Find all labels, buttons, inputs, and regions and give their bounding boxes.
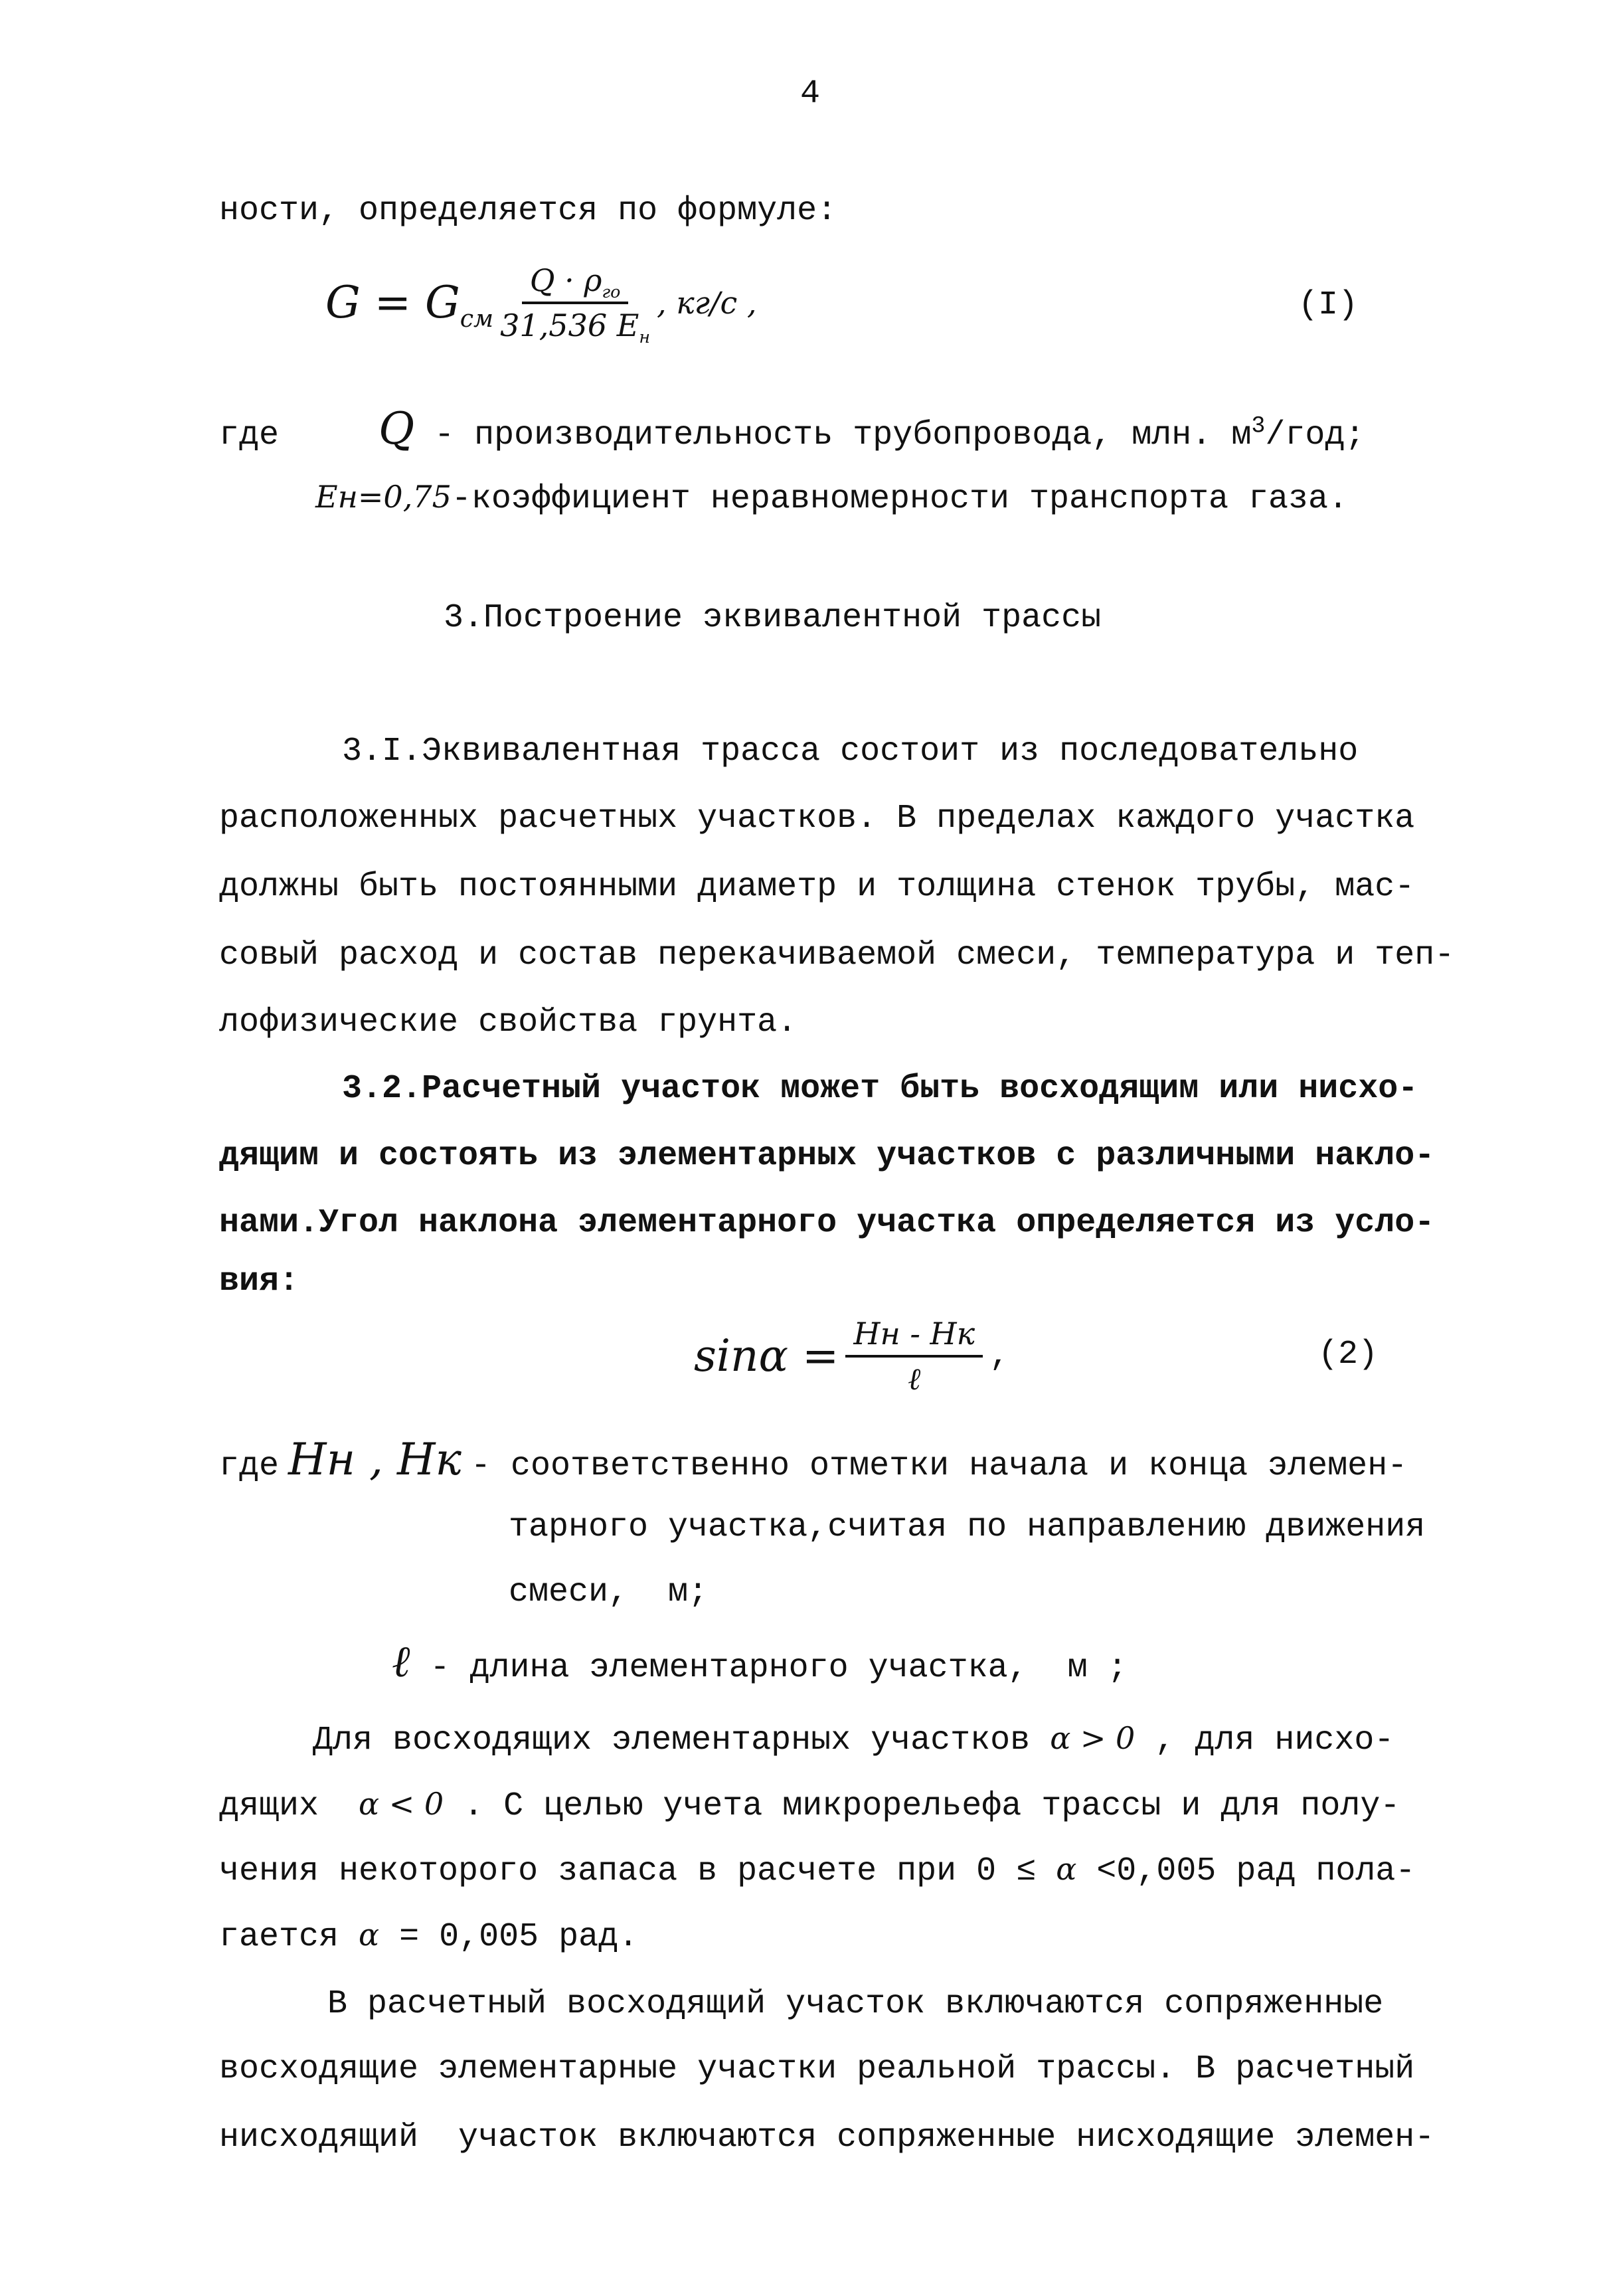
formula-unit: , кг/с , xyxy=(656,285,757,321)
text: -коэффициент неравномерности транспорта газа. xyxy=(451,480,1349,518)
text: <0,005 рад пола- xyxy=(1076,1852,1416,1890)
equation-number: (2) xyxy=(1318,1336,1379,1373)
symbol: α < 0 xyxy=(359,1786,444,1822)
text-line xyxy=(219,1915,638,1957)
formula-sub: н xyxy=(639,327,650,347)
text: - производительность трубопровода, млн. м xyxy=(414,416,1252,454)
text-line: лофизические свойства грунта. xyxy=(219,1004,798,1041)
denominator: ℓ xyxy=(908,1361,921,1397)
definition-line xyxy=(315,477,1348,519)
text-line: 3.I.Эквивалентная трасса состоит из последовательно xyxy=(342,733,1359,770)
formula-text: G = G xyxy=(325,277,460,328)
text-line: расположенных расчетных участков. В пределах каждого участка xyxy=(219,800,1415,838)
text-line: дящим и состоять из элементарных участков с различными накло- xyxy=(219,1137,1435,1175)
text-line: тарного участка,считая по направлению движения xyxy=(509,1508,1426,1546)
text: чения некоторого запаса в расчете при 0 ≤ xyxy=(219,1852,1056,1890)
formula-sub: см xyxy=(460,304,494,333)
numerator: Hн - Hк xyxy=(845,1314,983,1358)
superscript: 3 xyxy=(1251,412,1266,440)
numerator xyxy=(522,260,629,304)
text: гается xyxy=(219,1918,359,1956)
section-heading: 3.Построение эквивалентной трассы xyxy=(444,599,1102,637)
text-line: должны быть постоянными диаметр и толщина стенок трубы, мас- xyxy=(219,868,1415,906)
definition-line xyxy=(219,403,1365,456)
text: = 0,005 рад. xyxy=(379,1918,639,1956)
formula-text: 31,536 E xyxy=(500,308,639,343)
text: дящих xyxy=(219,1787,359,1825)
text: где xyxy=(219,1447,280,1485)
page-number: 4 xyxy=(800,75,821,113)
symbol: α xyxy=(359,1917,380,1953)
text: где xyxy=(219,416,280,454)
text-line: совый расход и состав перекачиваемой смеси, температура и теп- xyxy=(219,936,1455,974)
text: Для восходящих элементарных участков xyxy=(313,1722,1051,1759)
formula-lhs: sinα = xyxy=(694,1330,839,1381)
symbol: Q xyxy=(379,403,415,454)
equation-number: (I) xyxy=(1298,286,1359,324)
symbol: Eн=0,75 xyxy=(315,479,452,515)
formula-fraction xyxy=(845,1314,983,1399)
text-line: восходящие элементарные участки реальной трассы. В расчетный xyxy=(219,2050,1415,2088)
text-line xyxy=(313,1718,1394,1761)
formula-1 xyxy=(325,260,756,345)
text: /год; xyxy=(1265,416,1365,454)
formula-2 xyxy=(694,1314,1009,1399)
formula-lhs xyxy=(325,277,494,333)
text-line: нисходящий участок включаются сопряженные нисходящие элемен- xyxy=(219,2119,1435,2157)
text-line: 3.2.Расчетный участок может быть восходящим или нисхо- xyxy=(342,1070,1418,1108)
symbol: ℓ xyxy=(392,1636,410,1687)
formula-comma: , xyxy=(989,1337,1010,1375)
symbol: Hн , Hк xyxy=(288,1434,462,1485)
text-line: нами.Угол наклона элементарного участка определяется из усло- xyxy=(219,1204,1435,1242)
text: - длина элементарного участка, м ; xyxy=(410,1649,1128,1687)
text: , для нисхо- xyxy=(1135,1722,1394,1759)
text-line: В расчетный восходящий участок включаются сопряженные xyxy=(327,1985,1384,2023)
text-line xyxy=(219,1784,1400,1826)
text-line xyxy=(219,1849,1415,1892)
denominator xyxy=(500,304,650,345)
definition-line xyxy=(219,1434,1408,1486)
text: . С целью учета микрорельефа трассы и для полу- xyxy=(444,1787,1400,1825)
text-line: вия: xyxy=(219,1263,299,1300)
definition-line xyxy=(392,1636,1128,1688)
symbol: α > 0 xyxy=(1050,1720,1136,1756)
text: - соответственно отметки начала и конца элемен- xyxy=(470,1447,1408,1485)
symbol: α xyxy=(1056,1851,1077,1887)
formula-sub: го xyxy=(602,282,621,302)
formula-fraction xyxy=(500,260,650,345)
formula-text: Q · ρ xyxy=(529,262,602,298)
text-line: ности, определяется по формуле: xyxy=(219,192,837,230)
text-line: смеси, м; xyxy=(509,1573,709,1611)
